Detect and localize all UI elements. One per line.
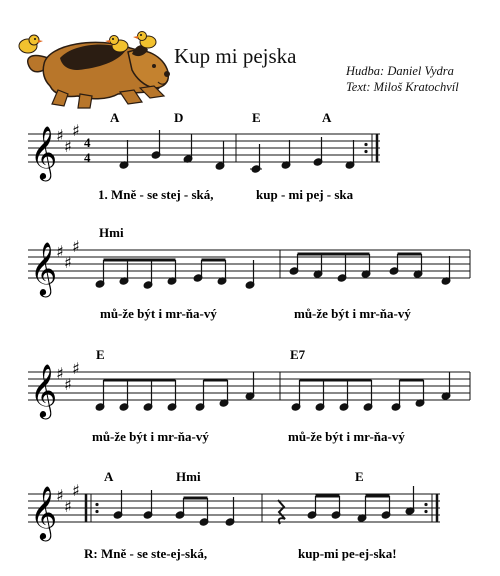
notes <box>113 486 415 526</box>
svg-text:♯: ♯ <box>64 253 72 272</box>
repeat-dot <box>364 150 367 153</box>
chord-symbol: D <box>174 110 184 125</box>
svg-text:♯: ♯ <box>56 126 64 145</box>
treble-clef: 𝄞 <box>30 363 58 417</box>
lyric-line: mů-že být i mr-ňa-vý <box>100 306 217 321</box>
svg-text:♯: ♯ <box>72 481 80 500</box>
chord-symbol: A <box>322 110 332 125</box>
notes <box>95 254 451 289</box>
key-signature <box>56 359 80 394</box>
svg-text:♯: ♯ <box>72 237 80 256</box>
lyrics-credit: Text: Miloš Kratochvíl <box>346 80 459 94</box>
repeat-dot <box>364 143 367 146</box>
chord-symbol: E <box>96 347 105 362</box>
lyric-line: R: Mně - se ste-ej-ská, <box>84 546 208 561</box>
key-signature <box>56 237 80 272</box>
key-signature <box>56 121 80 156</box>
svg-text:♯: ♯ <box>56 242 64 261</box>
staff-system-2 <box>28 225 470 321</box>
treble-clef: 𝄞 <box>30 241 58 295</box>
repeat-dot <box>95 503 98 506</box>
chord-symbol: E <box>355 469 364 484</box>
treble-clef: 𝄞 <box>30 485 58 539</box>
music-credit: Hudba: Daniel Vydra <box>346 64 454 78</box>
chord-symbol: E7 <box>290 347 306 362</box>
quarter-rest <box>278 500 285 524</box>
lyric-line: mů-že být i mr-ňa-vý <box>288 429 405 444</box>
svg-text:♯: ♯ <box>64 137 72 156</box>
chord-symbol: A <box>110 110 120 125</box>
chord-symbol: A <box>104 469 114 484</box>
lyric-line: mů-že být i mr-ňa-vý <box>294 306 411 321</box>
staff-system-3 <box>28 347 470 444</box>
notes <box>95 372 451 411</box>
key-signature <box>56 481 80 516</box>
staff-system-4 <box>28 469 440 561</box>
song-title: Kup mi pejska <box>174 44 297 68</box>
treble-clef: 𝄞 <box>30 125 58 179</box>
staff-system-1 <box>28 110 380 202</box>
lyric-line: mů-že být i mr-ňa-vý <box>92 429 209 444</box>
svg-text:♯: ♯ <box>56 486 64 505</box>
time-signature-top: 4 <box>84 135 91 150</box>
svg-text:♯: ♯ <box>72 359 80 378</box>
lyric-line: 1. Mně - se stej - ská, <box>98 187 214 202</box>
repeat-dot <box>424 510 427 513</box>
repeat-dot <box>95 510 98 513</box>
time-signature-bottom: 4 <box>84 150 91 165</box>
chord-symbol: Hmi <box>176 469 201 484</box>
lyric-line: kup-mi pe-ej-ska! <box>298 546 397 561</box>
chord-symbol: Hmi <box>99 225 124 240</box>
svg-text:♯: ♯ <box>72 121 80 140</box>
svg-text:♯: ♯ <box>64 497 72 516</box>
staff-lines <box>28 134 380 162</box>
svg-text:♯: ♯ <box>64 375 72 394</box>
chord-symbol: E <box>252 110 261 125</box>
notes <box>119 130 355 173</box>
repeat-dot <box>424 503 427 506</box>
lyric-line: kup - mi pej - ska <box>256 187 354 202</box>
svg-text:♯: ♯ <box>56 364 64 383</box>
